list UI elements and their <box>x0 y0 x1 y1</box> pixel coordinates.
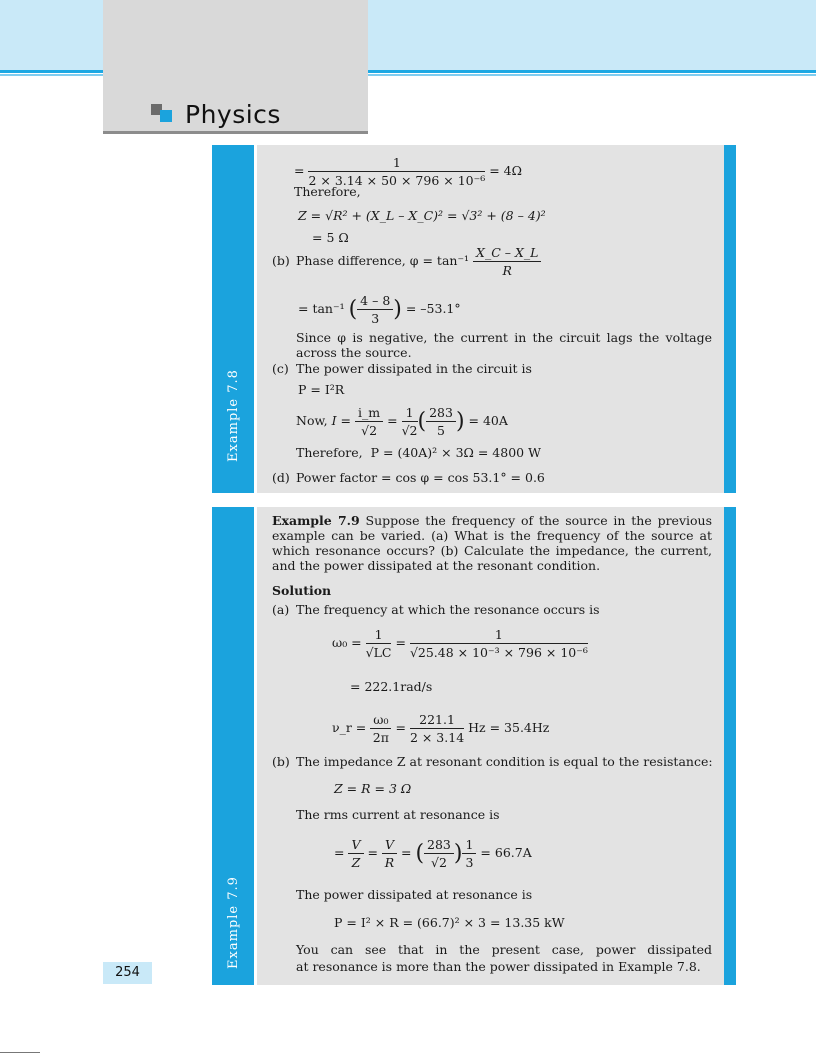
example-7-8-label: Example 7.8 <box>225 368 241 462</box>
part-c-label: (c) <box>272 361 289 376</box>
eq-rms-current: = $\frac{V}{Z}$ = $\frac{V}{R}$ = ( $\frac{283}{√2}$ ) $\frac{1}{3}$ = 66.7A <box>334 837 532 870</box>
therefore-text: Therefore, <box>294 184 361 199</box>
page-number: 254 <box>103 962 152 984</box>
since-line-2: across the source. <box>296 345 412 360</box>
eq-impedance-result: = 5 Ω <box>312 230 349 245</box>
phase-difference: Phase difference, φ = tan⁻¹ $\frac{X\_C - X\_L}{R}$ <box>296 245 541 278</box>
footer-rule <box>0 1052 40 1053</box>
subject-title: Physics <box>185 100 281 129</box>
example-7-8-box <box>212 145 736 493</box>
part-a-label: (a) <box>272 602 290 617</box>
power-factor: Power factor = cos φ = cos 53.1° = 0.6 <box>296 470 545 485</box>
intro-line-4: and the power dissipated at the resonant condition. <box>272 558 601 573</box>
intro-line-3: which resonance occurs? (b) Calculate the impedance, the current, <box>272 543 712 558</box>
eq-tan: = tan⁻¹ ( $\frac{4 - 8}{3}$ ) = –53.1° <box>298 293 461 326</box>
eq-frequency: ν_r = $\frac{\text{ω₀}}{2\pi}$ = $\frac{221.1}{2 \times 3.14}$ Hz = 35.4Hz <box>332 712 550 745</box>
therefore-power: Therefore, P = (40A)² × 3Ω = 4800 W <box>296 445 541 460</box>
power-text: The power dissipated at resonance is <box>296 887 533 902</box>
example-7-9-box <box>212 507 736 985</box>
part-b-label: (b) <box>272 754 290 769</box>
chapter-tab-rule <box>103 131 368 134</box>
part-d-label: (d) <box>272 470 290 485</box>
intro-line-1: Example 7.9 Suppose the frequency of the source in the previous <box>272 513 712 528</box>
since-line-1: Since φ is negative, the current in the circuit lags the voltage <box>296 330 712 345</box>
part-b-text: The impedance Z at resonant condition is equal to the resistance: <box>296 754 713 769</box>
eq-power-resonance: P = I² × R = (66.7)² × 3 = 13.35 kW <box>334 915 565 930</box>
intro-line-2: example can be varied. (a) What is the frequency of the source at <box>272 528 712 543</box>
eq-power: P = I²R <box>298 382 345 397</box>
example-7-8-right-bar <box>724 145 736 493</box>
conclusion-line-2: at resonance is more than the power dissipated in Example 7.8. <box>296 959 701 974</box>
example-7-9-right-bar <box>724 507 736 985</box>
example-7-9-label: Example 7.9 <box>225 875 241 969</box>
rms-text: The rms current at resonance is <box>296 807 500 822</box>
eq-current: Now, I = $\frac{i\_m}{√2}$ = $\frac{1}{√2}$ ( $\frac{283}{5}$ ) = 40A <box>296 405 508 438</box>
eq-omega0: ω₀ = $\frac{1}{√LC}$ = $\frac{1}{\text{√25.48 × 10⁻³ × 796 × 10⁻⁶}}$ <box>332 627 588 660</box>
eq-omega0-result: = 222.1rad/s <box>350 679 433 694</box>
part-a-text: The frequency at which the resonance occurs is <box>296 602 600 617</box>
part-b-label: (b) <box>272 253 290 268</box>
eq-z-equals-r: Z = R = 3 Ω <box>334 781 412 796</box>
solution-heading: Solution <box>272 583 332 598</box>
eq-xc: = $\frac{1}{\text{2 × 3.14 × 50 × 796 × 10⁻⁶}}$ = 4Ω <box>294 155 522 188</box>
conclusion-line-1: You can see that in the present case, power dissipated <box>296 942 712 957</box>
square-bullet-accent-icon <box>160 110 172 122</box>
eq-impedance: Z = √R² + (X_L – X_C)² = √3² + (8 – 4)² <box>298 208 546 223</box>
part-c-text: The power dissipated in the circuit is <box>296 361 532 376</box>
